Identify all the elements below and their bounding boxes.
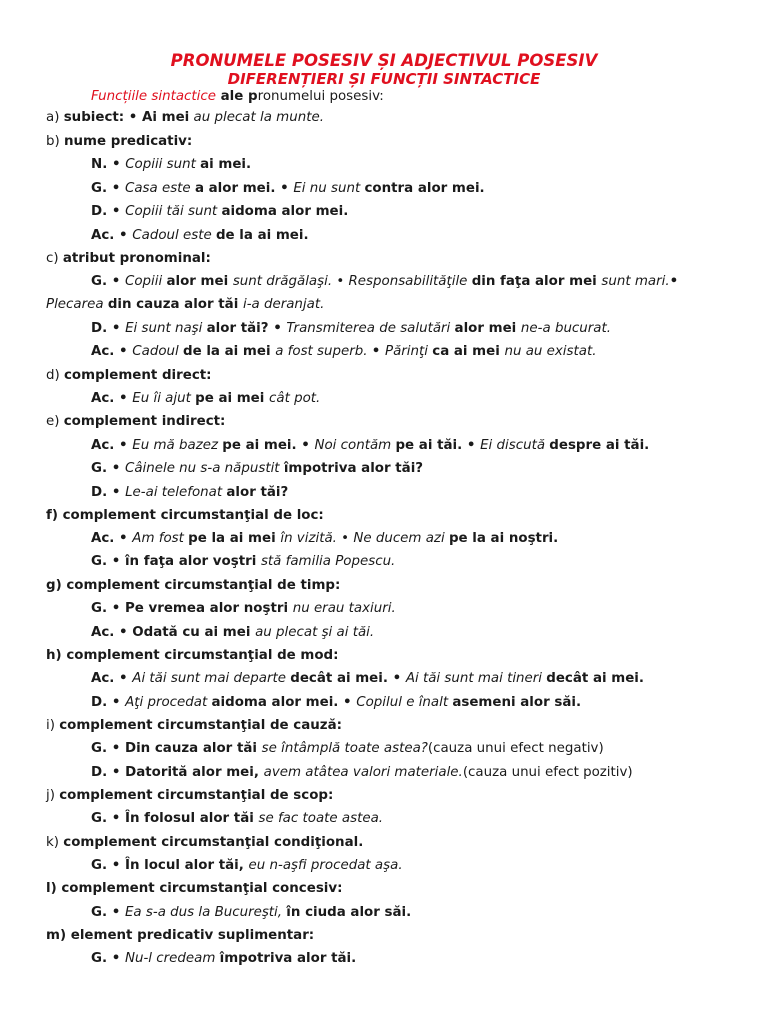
text-segment: alor mei [454, 321, 521, 336]
text-segment: Aţi procedat [125, 695, 212, 710]
text-line [91, 624, 374, 642]
text-segment: i) [46, 718, 60, 733]
text-segment: Ac. • [91, 391, 133, 406]
text-segment: nu erau taxiuri. [292, 601, 396, 616]
text-segment: despre ai tăi. [549, 438, 650, 453]
text-segment: contra alor mei. [364, 181, 485, 196]
text-segment: G. • Pe vremea alor noştri [91, 601, 293, 616]
text-segment: Cadoul [132, 344, 183, 359]
text-segment: Ac. • [91, 671, 133, 686]
text-line [91, 950, 356, 968]
text-segment: Ei discută [480, 438, 550, 453]
text-segment: Ac. • [91, 344, 133, 359]
text-segment: subiect: • Ai mei [63, 110, 190, 125]
text-segment: G. • [91, 461, 125, 476]
text-line [46, 413, 225, 431]
text-segment: e) [46, 414, 64, 429]
text-segment: g) complement circumstanţial de timp: [46, 578, 341, 593]
text-segment: pe ai mei. • [222, 438, 315, 453]
text-line [91, 857, 403, 875]
text-segment: ale [215, 89, 249, 104]
text-line [46, 647, 339, 665]
text-line [46, 834, 363, 852]
text-line [91, 460, 423, 478]
text-segment: împotriva alor tăi? [283, 461, 424, 476]
text-segment: Ai tăi sunt mai tineri [405, 671, 547, 686]
text-line [91, 600, 396, 618]
text-segment: G. • [91, 905, 125, 920]
text-segment: Ac. • [91, 228, 133, 243]
text-segment: f) complement circumstanţial de loc: [46, 508, 324, 523]
text-segment: G. • În folosul alor tăi [91, 811, 259, 826]
text-line [46, 787, 333, 805]
text-segment: Cadoul este [132, 228, 216, 243]
text-segment: D. • [91, 321, 126, 336]
text-segment: ai mei. [200, 157, 252, 172]
text-segment: Funcțiile sintactice [91, 89, 216, 104]
text-segment: i-a deranjat. [242, 297, 325, 312]
text-line [91, 694, 581, 712]
text-line [46, 507, 324, 525]
text-segment: G. • [91, 274, 125, 289]
text-segment: • [669, 274, 679, 289]
text-segment: Câinele nu s-a năpustit [124, 461, 284, 476]
text-segment: D. • [91, 695, 126, 710]
text-line [46, 577, 340, 595]
text-segment: d) [46, 368, 64, 383]
text-segment: Ei sunt naşi [125, 321, 207, 336]
text-segment: de la ai mei [183, 344, 276, 359]
text-segment: sunt drăgălaşi. • Responsabilităţile [232, 274, 472, 289]
text-segment: (cauza unui efect pozitiv) [462, 765, 633, 780]
text-segment: b) [46, 134, 64, 149]
text-segment: Eu îi ajut [132, 391, 196, 406]
text-segment: Părinţi [385, 344, 433, 359]
text-segment: D. • Datorită alor mei, [91, 765, 264, 780]
text-segment: sunt mari. [601, 274, 670, 289]
text-segment: D. • [91, 204, 126, 219]
text-segment: pe ai mei [195, 391, 270, 406]
text-line [46, 367, 212, 385]
text-line [91, 740, 604, 758]
text-line [46, 250, 211, 268]
text-segment: G. • [91, 951, 125, 966]
text-segment: Am fost [132, 531, 189, 546]
text-segment: Copiii tăi sunt [125, 204, 222, 219]
text-segment: D. • [91, 485, 126, 500]
text-line [91, 203, 348, 221]
text-line [91, 227, 309, 245]
text-segment: alor tăi? • [206, 321, 287, 336]
text-segment: decât ai mei. [546, 671, 644, 686]
text-line [91, 810, 383, 828]
text-segment: j) [46, 788, 60, 803]
text-segment: aidoma alor mei. • [211, 695, 357, 710]
text-line [46, 717, 342, 735]
text-segment: k) [46, 835, 64, 850]
text-segment: Ac. • [91, 438, 133, 453]
text-line [46, 927, 314, 945]
text-segment: din faţa alor mei [471, 274, 602, 289]
text-segment: ne-a bucurat. [520, 321, 611, 336]
text-segment: a) [46, 110, 64, 125]
text-segment: p [248, 89, 258, 104]
text-segment: h) complement circumstanţial de mod: [46, 648, 339, 663]
text-segment: atribut pronominal: [62, 251, 211, 266]
text-line [46, 109, 324, 127]
text-line [91, 273, 678, 291]
text-segment: (cauza unui efect negativ) [427, 741, 604, 756]
text-segment: Plecarea [46, 297, 108, 312]
text-segment: alor tăi? [226, 485, 289, 500]
text-segment: decât ai mei. • [290, 671, 406, 686]
text-segment: ca ai mei [432, 344, 505, 359]
text-segment: Noi contăm [314, 438, 396, 453]
text-segment: l) complement circumstanţial concesiv: [46, 881, 343, 896]
text-segment: a fost superb. [275, 344, 372, 359]
text-segment: complement indirect: [63, 414, 226, 429]
text-line [91, 180, 485, 198]
text-segment: eu n-aşfi procedat aşa. [248, 858, 403, 873]
text-segment: Eu mă bazez [132, 438, 223, 453]
text-line [91, 390, 320, 408]
text-segment: în vizită. • Ne ducem azi [280, 531, 449, 546]
text-segment: aidoma alor mei. [221, 204, 349, 219]
text-segment: Copiii [124, 274, 167, 289]
text-segment: alor mei [166, 274, 233, 289]
text-segment: pe la ai mei [188, 531, 281, 546]
text-segment: complement circumstanţial de scop: [59, 788, 334, 803]
text-line [91, 88, 384, 106]
text-segment: c) [46, 251, 63, 266]
text-segment: asemeni alor săi. [452, 695, 582, 710]
text-segment: nume predicativ: [63, 134, 193, 149]
text-segment: avem atâtea valori materiale. [263, 765, 463, 780]
text-line [46, 880, 342, 898]
text-line [91, 553, 395, 571]
text-segment: a alor mei. • [194, 181, 294, 196]
text-segment: pe la ai noştri. [448, 531, 559, 546]
text-segment: din cauza alor tăi [107, 297, 243, 312]
text-segment: se fac toate astea. [258, 811, 384, 826]
text-line [91, 670, 644, 688]
text-line [91, 320, 611, 338]
text-segment: complement direct: [63, 368, 212, 383]
text-segment: G. • În locul alor tăi, [91, 858, 249, 873]
text-segment: G. • [91, 181, 125, 196]
text-segment: Copiii sunt [125, 157, 201, 172]
text-segment: Copilul e înalt [356, 695, 453, 710]
text-line [91, 437, 649, 455]
text-segment: în ciuda alor săi. [286, 905, 412, 920]
text-segment: complement circumstanţial condiţional. [63, 835, 364, 850]
text-line [91, 484, 288, 502]
text-segment: m) element predicativ suplimentar: [46, 928, 315, 943]
text-line [91, 764, 633, 782]
text-segment: cât pot. [269, 391, 321, 406]
text-segment: ronumelui posesiv: [257, 89, 384, 104]
text-segment: au plecat la munte. [189, 110, 324, 125]
text-segment: Transmiterea de salutări [286, 321, 455, 336]
text-segment: au plecat şi ai tăi. [255, 625, 375, 640]
text-segment: se întâmplă toate astea? [261, 741, 428, 756]
text-segment: N. • [91, 157, 126, 172]
text-segment: stă familia Popescu. [260, 554, 396, 569]
text-line [46, 296, 324, 314]
text-line [91, 156, 251, 174]
text-segment: Ac. • [91, 531, 133, 546]
text-line [46, 133, 192, 151]
text-segment: • [371, 344, 386, 359]
text-segment: pe ai tăi. • [395, 438, 481, 453]
text-segment: de la ai mei. [215, 228, 309, 243]
page-subtitle: DIFERENȚIERI ȘI FUNCȚII SINTACTICE [227, 70, 541, 88]
text-line [91, 343, 596, 361]
text-segment: Ea s-a dus la Bucureşti, [124, 905, 287, 920]
text-segment: G. • Din cauza alor tăi [91, 741, 262, 756]
text-segment: complement circumstanţial de cauză: [59, 718, 342, 733]
text-segment: Le-ai telefonat [125, 485, 227, 500]
text-segment: Ac. • Odată cu ai mei [91, 625, 256, 640]
text-segment: împotriva alor tăi. [219, 951, 357, 966]
text-segment: Casa este [124, 181, 195, 196]
text-segment: nu au existat. [504, 344, 597, 359]
page-title: PRONUMELE POSESIV ȘI ADJECTIVUL POSESIV [170, 51, 598, 70]
text-line [91, 904, 411, 922]
text-segment: Nu-l credeam [124, 951, 220, 966]
text-line [91, 530, 558, 548]
text-segment: Ei nu sunt [293, 181, 365, 196]
text-segment: Ai tăi sunt mai departe [132, 671, 291, 686]
text-segment: G. • în faţa alor voştri [91, 554, 261, 569]
